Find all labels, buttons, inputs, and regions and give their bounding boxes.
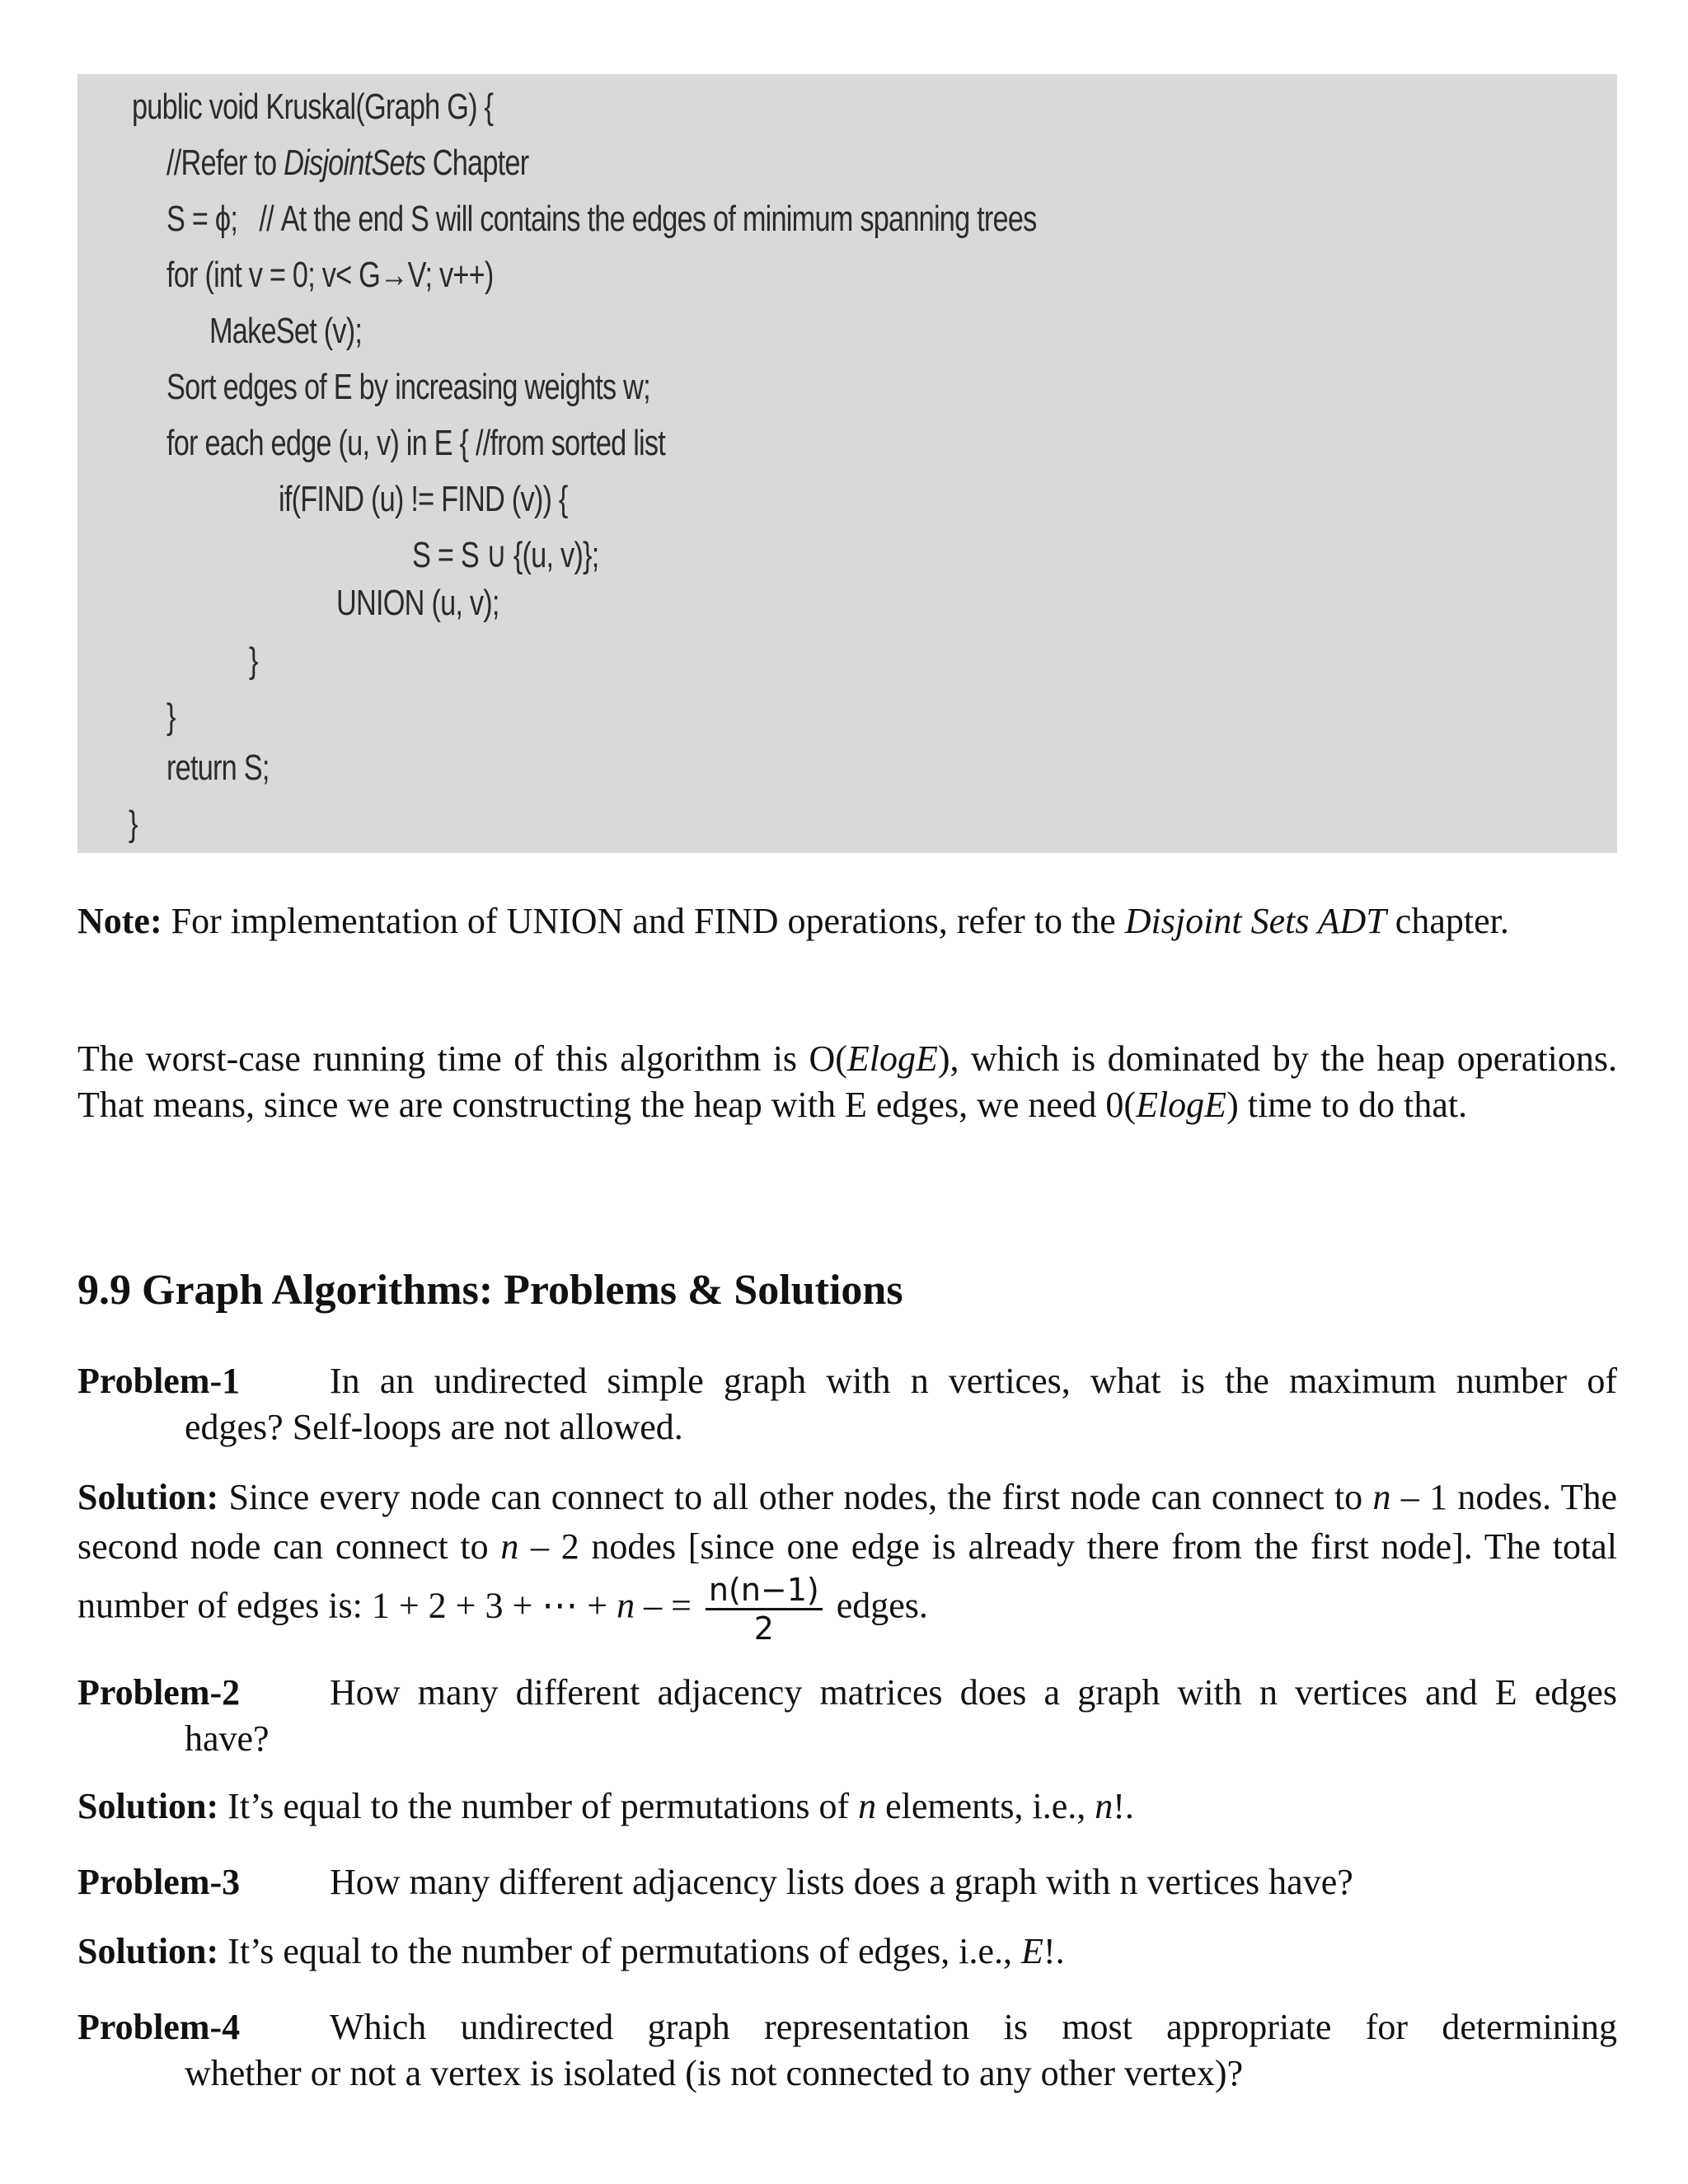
solution-text: Since every node can connect to all other nodes, the first node can connect to — [218, 1477, 1373, 1517]
note-paragraph — [77, 898, 1617, 944]
solution-text: !. — [1113, 1786, 1134, 1826]
note-label: Note: — [77, 901, 162, 941]
runtime-text: ), which is dominated by the heap operations. That means, since we are constructing the heap with E edges, we need 0( — [77, 1038, 1617, 1125]
code-text: //Refer to — [166, 143, 284, 183]
problem-label: Problem-4 — [77, 2007, 241, 2047]
solution-italic: n — [1095, 1786, 1114, 1826]
solution-text: It’s equal to the number of permutations of — [218, 1786, 859, 1826]
problem-text: How many different adjacency matrices does a graph with n vertices and E edges — [330, 1672, 1617, 1713]
code-line: UNION (u, v); — [336, 583, 499, 623]
problem-text: whether or not a vertex is isolated (is not connected to any other vertex)? — [185, 2053, 1244, 2093]
code-line: for each edge (u, v) in E { //from sorted list — [166, 423, 666, 463]
code-line: } — [249, 640, 258, 681]
solution-text: elements, i.e., — [876, 1786, 1095, 1826]
code-line: for (int v = 0; v< G→V; v++) — [166, 255, 494, 295]
problem-text: have? — [185, 1718, 270, 1759]
solution-italic: n — [1372, 1477, 1391, 1517]
section-heading: 9.9 Graph Algorithms: Problems & Solutions — [77, 1267, 903, 1314]
note-italic: Disjoint Sets ADT — [1124, 901, 1386, 941]
solution-italic: n — [500, 1526, 519, 1567]
problem-label: Problem-2 — [77, 1672, 241, 1713]
code-line: } — [166, 696, 176, 737]
solution-3 — [77, 1929, 1617, 1975]
problem-4 — [77, 2004, 1617, 2097]
note-text: For implementation of UNION and FIND operations, refer to the — [162, 901, 1125, 941]
fraction-denominator: 2 — [753, 1610, 774, 1647]
code-text: Chapter — [424, 143, 529, 183]
solution-label: Solution: — [77, 1477, 219, 1517]
note-text: chapter. — [1386, 901, 1509, 941]
code-italic: DisjointSets — [284, 143, 425, 183]
code-line — [166, 145, 528, 181]
problem-text: Which undirected graph representation is most appropriate for determining — [330, 2007, 1617, 2047]
problem-2 — [77, 1670, 1617, 1762]
code-line: Sort edges of E by increasing weights w; — [166, 367, 650, 407]
problem-1 — [77, 1358, 1617, 1451]
page — [77, 74, 1618, 2093]
code-line: S = ϕ; // At the end S will contains the edges of minimum spanning trees — [166, 199, 1037, 239]
problem-text: edges? Self-loops are not allowed. — [185, 1407, 683, 1447]
solution-text: – 1 nodes. The second node can connect to — [77, 1477, 1617, 1567]
solution-label: Solution: — [77, 1931, 219, 1971]
solution-text: It’s equal to the number of permutations of edges, i.e., — [218, 1931, 1022, 1971]
runtime-italic: ElogE — [1136, 1085, 1227, 1125]
solution-1 — [77, 1473, 1617, 1647]
code-line: S = S ∪ {(u, v)}; — [412, 535, 599, 575]
solution-text: edges. — [827, 1585, 928, 1626]
solution-text: – 2 nodes [since one edge is already there from the first node]. The total number of edges is: 1 + 2 + 3 + ⋯ + — [77, 1526, 1618, 1626]
runtime-text: ) time to do that. — [1226, 1085, 1468, 1125]
problem-label: Problem-1 — [77, 1361, 241, 1401]
solution-italic: n — [617, 1585, 635, 1626]
solution-italic: n — [858, 1786, 877, 1826]
fraction-numerator: n(n−1) — [706, 1572, 823, 1610]
problem-line — [77, 1670, 1617, 1716]
solution-label: Solution: — [77, 1786, 219, 1826]
solution-text: !. — [1043, 1931, 1065, 1971]
code-line: return S; — [166, 748, 270, 788]
problem-3 — [77, 1859, 1617, 1905]
solution-2 — [77, 1783, 1617, 1830]
solution-text: – = — [635, 1585, 701, 1626]
code-line: } — [129, 804, 138, 844]
runtime-italic: ElogE — [846, 1038, 938, 1079]
runtime-text: The worst-case running time of this algorithm is O( — [77, 1038, 847, 1079]
code-line: if(FIND (u) != FIND (v)) { — [279, 479, 568, 519]
problem-label: Problem-3 — [77, 1862, 241, 1902]
code-line: public void Kruskal(Graph G) { — [132, 87, 494, 127]
fraction — [706, 1572, 823, 1647]
problem-text: How many different adjacency lists does a graph with n vertices have? — [330, 1862, 1353, 1902]
problem-line — [77, 1358, 1617, 1404]
problem-text: In an undirected simple graph with n vertices, what is the maximum number of — [330, 1361, 1617, 1401]
solution-italic: E — [1021, 1931, 1043, 1971]
code-block — [77, 74, 1617, 853]
code-line: MakeSet (v); — [209, 311, 363, 351]
problem-line — [77, 2004, 1617, 2050]
runtime-paragraph — [77, 1036, 1617, 1128]
